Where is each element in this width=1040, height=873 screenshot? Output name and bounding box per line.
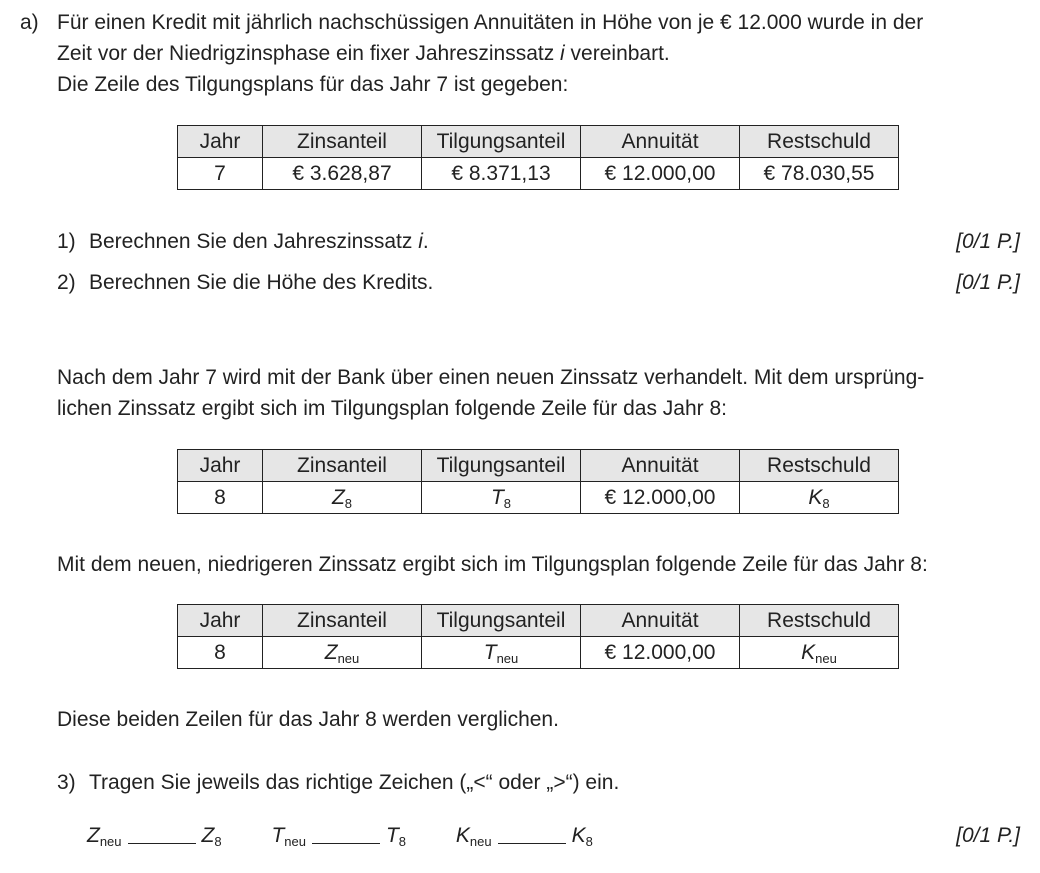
header-annuitaet: Annuität	[581, 450, 740, 482]
task-3-number: 3)	[57, 771, 76, 794]
cell-year: 8	[178, 482, 263, 514]
table-header-row	[178, 126, 899, 158]
paragraph-new-rate: Mit dem neuen, niedrigeren Zinssatz ergibt sich im Tilgungsplan folgende Zeile für das Jahr 8:	[57, 553, 928, 576]
var-k: K	[455, 824, 470, 847]
header-restschuld: Restschuld	[740, 605, 899, 637]
sub-8: 8	[344, 496, 353, 511]
paragraph-compare: Diese beiden Zeilen für das Jahr 8 werden verglichen.	[57, 708, 559, 731]
answer-blank-t[interactable]	[312, 823, 380, 844]
task-2-text: Berechnen Sie die Höhe des Kredits.	[89, 271, 434, 294]
header-jahr: Jahr	[178, 126, 263, 158]
sub-8: 8	[214, 834, 222, 849]
var-t: T	[483, 641, 497, 664]
paragraph-line-2: lichen Zinssatz ergibt sich im Tilgungsplan folgende Zeile für das Jahr 8:	[57, 397, 728, 420]
var-t: T	[271, 824, 285, 847]
comparison-z	[87, 820, 222, 851]
cell-year: 8	[178, 637, 263, 669]
task-1-end: .	[422, 230, 429, 253]
task-1	[57, 226, 429, 257]
paragraph-line-1: Nach dem Jahr 7 wird mit der Bank über einen neuen Zinssatz verhandelt. Mit dem ursprüng-	[57, 366, 925, 389]
part-label: a)	[20, 11, 39, 34]
task-2	[57, 267, 433, 298]
task-2-points: [0/1 P.]	[956, 271, 1020, 294]
var-z: Z	[324, 641, 338, 664]
header-jahr: Jahr	[178, 450, 263, 482]
sub-8: 8	[503, 496, 512, 511]
table-row	[178, 482, 899, 514]
cell-principal: € 8.371,13	[422, 158, 581, 190]
header-tilgungsanteil: Tilgungsanteil	[422, 450, 581, 482]
header-tilgungsanteil: Tilgungsanteil	[422, 605, 581, 637]
cell-principal	[422, 482, 581, 514]
table-header-row	[178, 450, 899, 482]
task-3-text: Tragen Sie jeweils das richtige Zeichen („<“ oder „>“) ein.	[89, 771, 620, 794]
var-i: i	[560, 42, 565, 65]
table-header-row	[178, 605, 899, 637]
comparison-k	[456, 820, 593, 851]
var-t: T	[490, 486, 504, 509]
cell-interest: € 3.628,87	[263, 158, 422, 190]
intro-line-3: Die Zeile des Tilgungsplans für das Jahr 7 ist gegeben:	[57, 73, 569, 96]
header-tilgungsanteil: Tilgungsanteil	[422, 126, 581, 158]
intro-text	[57, 7, 1027, 100]
amortization-table-year-8-new	[177, 604, 899, 669]
header-zinsanteil: Zinsanteil	[263, 450, 422, 482]
comparison-row	[87, 820, 637, 851]
sub-neu: neu	[469, 834, 492, 849]
task-2-number: 2)	[57, 271, 76, 294]
var-k: K	[801, 641, 816, 664]
var-z: Z	[331, 486, 345, 509]
task-1-text: Berechnen Sie den Jahreszinssatz	[89, 230, 419, 253]
sub-8: 8	[398, 834, 407, 849]
comparison-t	[271, 820, 406, 851]
var-z: Z	[201, 824, 215, 847]
answer-blank-k[interactable]	[498, 823, 566, 844]
task-1-number: 1)	[57, 230, 76, 253]
header-restschuld: Restschuld	[740, 450, 899, 482]
var-t: T	[385, 824, 399, 847]
intro-line-2	[57, 38, 1027, 69]
cell-principal	[422, 637, 581, 669]
var-k: K	[571, 824, 586, 847]
intro-line-2-start: Zeit vor der Niedrigzinsphase ein fixer Jahreszinssatz	[57, 42, 561, 65]
sub-neu: neu	[99, 834, 122, 849]
header-jahr: Jahr	[178, 605, 263, 637]
header-annuitaet: Annuität	[581, 126, 740, 158]
task-1-var: i	[418, 230, 423, 253]
intro-line-2-end: vereinbart.	[564, 42, 670, 65]
paragraph-negotiation	[57, 362, 1027, 424]
cell-balance	[740, 482, 899, 514]
cell-balance: € 78.030,55	[740, 158, 899, 190]
header-zinsanteil: Zinsanteil	[263, 605, 422, 637]
cell-year: 7	[178, 158, 263, 190]
amortization-table-year-8-original	[177, 449, 899, 514]
sub-neu: neu	[284, 834, 306, 849]
sub-neu: neu	[815, 651, 837, 666]
task-3-points: [0/1 P.]	[956, 824, 1020, 847]
table-row	[178, 158, 899, 190]
var-z: Z	[87, 824, 100, 847]
cell-annuity: € 12.000,00	[581, 637, 740, 669]
sub-8: 8	[585, 834, 593, 849]
sub-neu: neu	[337, 651, 360, 666]
header-zinsanteil: Zinsanteil	[263, 126, 422, 158]
cell-interest	[263, 482, 422, 514]
task-1-points: [0/1 P.]	[956, 230, 1020, 253]
var-k: K	[808, 486, 823, 509]
task-3	[57, 767, 619, 798]
header-restschuld: Restschuld	[740, 126, 899, 158]
cell-interest	[263, 637, 422, 669]
answer-blank-z[interactable]	[128, 823, 196, 844]
cell-balance	[740, 637, 899, 669]
sub-neu: neu	[496, 651, 519, 666]
header-annuitaet: Annuität	[581, 605, 740, 637]
cell-annuity: € 12.000,00	[581, 482, 740, 514]
cell-annuity: € 12.000,00	[581, 158, 740, 190]
intro-line-1: Für einen Kredit mit jährlich nachschüssigen Annuitäten in Höhe von je € 12.000 wurde in der	[57, 11, 924, 34]
sub-8: 8	[822, 496, 830, 511]
table-row	[178, 637, 899, 669]
amortization-table-year-7	[177, 125, 899, 190]
